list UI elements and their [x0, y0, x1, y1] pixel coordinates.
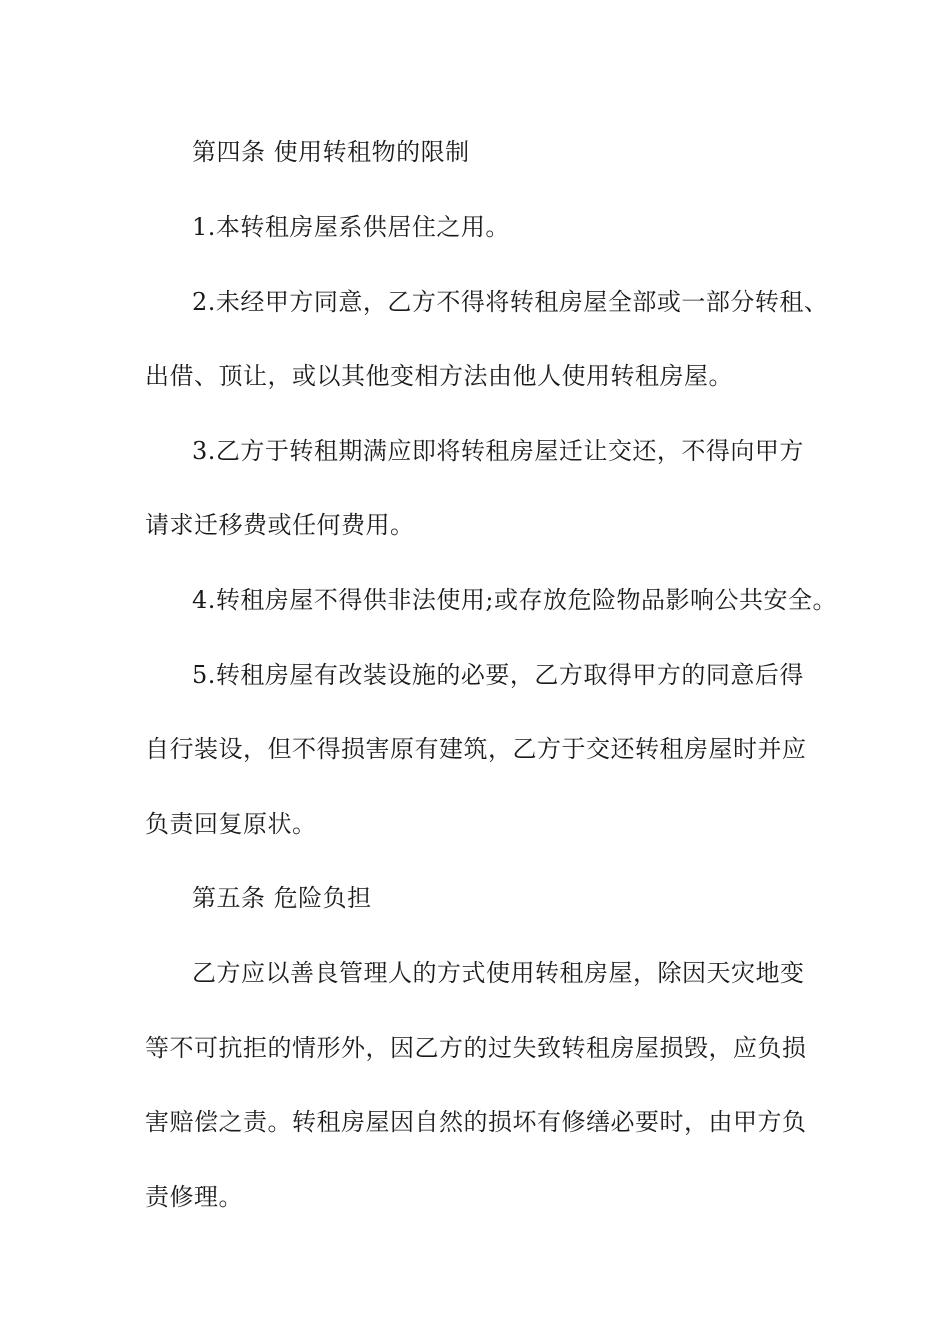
article4-item1: 1.本转租房屋系供居住之用。 [192, 213, 510, 241]
article4-item2-line2: 出借、顶让，或以其他变相方法由他人使用转租房屋。 [145, 362, 733, 390]
article5-para-line2: 等不可抗拒的情形外，因乙方的过失致转租房屋损毁，应负损 [145, 1034, 807, 1062]
article4-item2-line1: 2.未经甲方同意，乙方不得将转租房屋全部或一部分转租、 [192, 288, 829, 316]
article4-item5-line1: 5.转租房屋有改装设施的必要，乙方取得甲方的同意后得 [192, 661, 804, 689]
article5-para-line4: 责修理。 [145, 1183, 243, 1211]
article4-item5-line2: 自行装设，但不得损害原有建筑，乙方于交还转租房屋时并应 [145, 735, 807, 763]
article5-heading: 第五条 危险负担 [192, 884, 372, 912]
article4-item4: 4.转租房屋不得供非法使用;或存放危险物品影响公共安全。 [192, 586, 837, 614]
article4-item3-line1: 3.乙方于转租期满应即将转租房屋迁让交还，不得向甲方 [192, 437, 804, 465]
article4-item3-line2: 请求迁移费或任何费用。 [145, 511, 415, 539]
article5-para-line1: 乙方应以善良管理人的方式使用转租房屋，除因天灾地变 [192, 959, 805, 987]
article4-heading: 第四条 使用转租物的限制 [192, 138, 470, 166]
article4-item5-line3: 负责回复原状。 [145, 810, 317, 838]
article5-para-line3: 害赔偿之责。转租房屋因自然的损坏有修缮必要时，由甲方负 [145, 1108, 807, 1136]
